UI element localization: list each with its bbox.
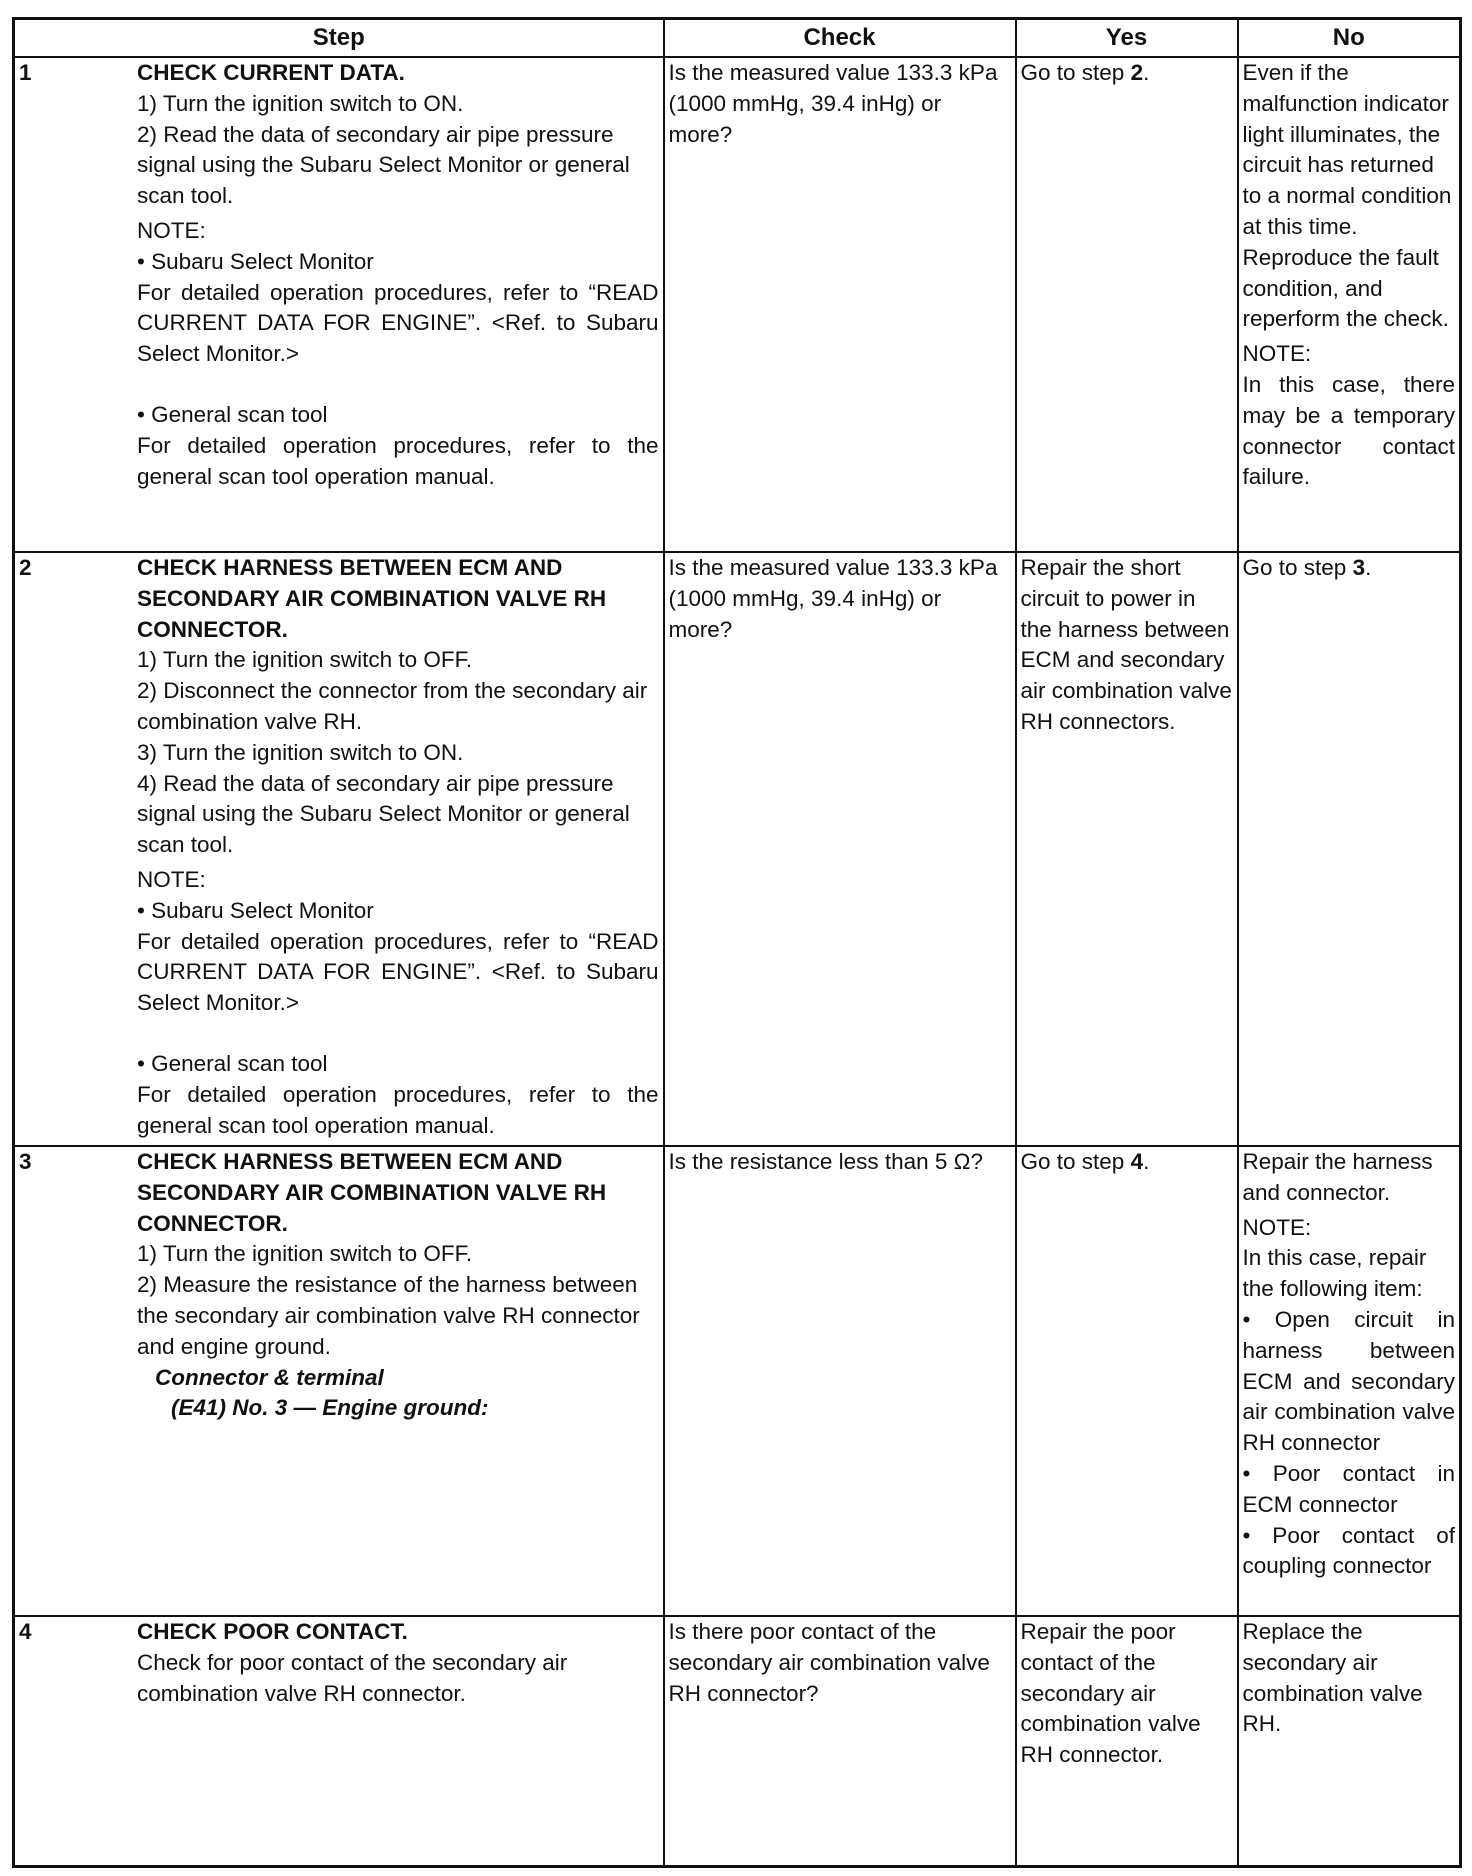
step-number: 4 bbox=[19, 1619, 32, 1644]
yes-suffix: . bbox=[1143, 1149, 1150, 1174]
diagnostic-table bbox=[12, 17, 1462, 1868]
yes-text bbox=[1021, 58, 1233, 89]
note-label: NOTE: bbox=[137, 866, 206, 892]
table-row bbox=[14, 1616, 1461, 1866]
table-row bbox=[14, 1146, 1461, 1616]
yes-cell bbox=[1016, 57, 1238, 552]
no-suffix: . bbox=[1365, 555, 1372, 580]
yes-prefix: Go to step bbox=[1020, 1149, 1131, 1174]
note-text: For detailed operation procedures, refer to the general scan tool operation manual. bbox=[137, 1081, 659, 1138]
header-yes: Yes bbox=[1016, 19, 1238, 58]
connector-label: Connector & terminal bbox=[155, 1364, 384, 1390]
header-no: No bbox=[1238, 19, 1461, 58]
step-number: 1 bbox=[19, 60, 32, 85]
step-link[interactable]: 2 bbox=[1130, 60, 1144, 85]
note-text: For detailed operation procedures, refer to “READ CURRENT DATA FOR ENGINE”. <Ref. to Subaru Select Monitor.> bbox=[137, 928, 659, 1016]
no-item: • Poor contact in ECM connector bbox=[1242, 1460, 1455, 1517]
note-item: • General scan tool bbox=[137, 401, 328, 427]
no-note-label: NOTE: bbox=[1242, 341, 1312, 367]
step-title: CHECK POOR CONTACT. bbox=[137, 1619, 408, 1644]
yes-cell bbox=[1016, 1146, 1238, 1616]
check-cell bbox=[664, 1616, 1016, 1866]
yes-suffix: . bbox=[1143, 60, 1150, 85]
no-cell bbox=[1238, 1146, 1461, 1616]
step-number: 2 bbox=[19, 555, 32, 580]
check-cell bbox=[664, 552, 1016, 1146]
note-text: For detailed operation procedures, refer to “READ CURRENT DATA FOR ENGINE”. <Ref. to Subaru Select Monitor.> bbox=[137, 279, 659, 367]
check-cell bbox=[664, 1146, 1016, 1616]
no-cell bbox=[1238, 57, 1461, 552]
no-item: • Poor contact of coupling connector bbox=[1242, 1522, 1455, 1579]
header-check: Check bbox=[664, 19, 1016, 58]
yes-text bbox=[1021, 1147, 1233, 1178]
check-text: Is the measured value 133.3 kPa (1000 mmHg, 39.4 inHg) or more? bbox=[668, 555, 998, 642]
no-text: Even if the malfunction indicator light illuminates, the circuit has returned to a normal condition at this time. Reproduce the fault condition, and reperform the check. bbox=[1242, 60, 1452, 332]
note-item: • Subaru Select Monitor bbox=[137, 897, 374, 923]
step-number: 3 bbox=[19, 1149, 32, 1174]
step-cell bbox=[14, 552, 664, 1146]
step-link[interactable]: 4 bbox=[1130, 1149, 1144, 1174]
no-note-label: NOTE: bbox=[1242, 1214, 1312, 1240]
table-row bbox=[14, 57, 1461, 552]
step-line: 1) Turn the ignition switch to OFF. bbox=[137, 647, 473, 673]
yes-prefix: Go to step bbox=[1020, 60, 1131, 85]
no-note: In this case, there may be a temporary connector contact failure. bbox=[1242, 371, 1455, 490]
no-text: Repair the harness and connector. bbox=[1242, 1149, 1433, 1205]
check-text: Is the resistance less than 5 Ω? bbox=[668, 1149, 983, 1174]
step-line: 2) Read the data of secondary air pipe pressure signal using the Subaru Select Monitor or general scan tool. bbox=[137, 121, 630, 209]
no-item: • Open circuit in harness between ECM and secondary air combination valve RH connector bbox=[1242, 1306, 1455, 1456]
header-row bbox=[14, 19, 1461, 58]
step-cell bbox=[14, 57, 664, 552]
step-line: 1) Turn the ignition switch to OFF. bbox=[137, 1241, 473, 1267]
no-prefix: Go to step bbox=[1242, 555, 1353, 580]
yes-cell bbox=[1016, 1616, 1238, 1866]
yes-text: Repair the poor contact of the secondary air combination valve RH connector. bbox=[1020, 1619, 1201, 1768]
step-line: Check for poor contact of the secondary air combination valve RH connector. bbox=[137, 1649, 568, 1706]
check-text: Is there poor contact of the secondary air combination valve RH connector? bbox=[668, 1619, 990, 1706]
header-step: Step bbox=[14, 19, 664, 58]
note-item: • General scan tool bbox=[137, 1050, 328, 1076]
no-text bbox=[1243, 553, 1456, 584]
check-cell bbox=[664, 57, 1016, 552]
yes-cell bbox=[1016, 552, 1238, 1146]
connector-value: (E41) No. 3 — Engine ground: bbox=[171, 1395, 489, 1421]
step-line: 1) Turn the ignition switch to ON. bbox=[137, 90, 464, 116]
diagnostic-procedure-sheet bbox=[12, 17, 1459, 1868]
no-note: In this case, repair the following item: bbox=[1242, 1245, 1427, 1302]
table-row bbox=[14, 552, 1461, 1146]
step-cell bbox=[14, 1616, 664, 1866]
step-title: CHECK CURRENT DATA. bbox=[137, 60, 405, 85]
no-text: Replace the secondary air combination valve RH. bbox=[1242, 1619, 1423, 1737]
step-line: 4) Read the data of secondary air pipe pressure signal using the Subaru Select Monitor or general scan tool. bbox=[137, 770, 630, 858]
no-cell bbox=[1238, 1616, 1461, 1866]
step-link[interactable]: 3 bbox=[1352, 555, 1366, 580]
note-item: • Subaru Select Monitor bbox=[137, 248, 374, 274]
no-cell bbox=[1238, 552, 1461, 1146]
note-text: For detailed operation procedures, refer to the general scan tool operation manual. bbox=[137, 432, 659, 489]
check-text: Is the measured value 133.3 kPa (1000 mmHg, 39.4 inHg) or more? bbox=[668, 60, 998, 147]
step-cell bbox=[14, 1146, 664, 1616]
step-line: 2) Measure the resistance of the harness between the secondary air combination valve RH connector and engine ground. bbox=[137, 1272, 640, 1359]
note-label: NOTE: bbox=[137, 217, 206, 243]
step-title: CHECK HARNESS BETWEEN ECM AND SECONDARY AIR COMBINATION VALVE RH CONNECTOR. bbox=[137, 555, 607, 642]
step-line: 3) Turn the ignition switch to ON. bbox=[137, 739, 464, 765]
step-line: 2) Disconnect the connector from the secondary air combination valve RH. bbox=[137, 678, 648, 734]
step-title: CHECK HARNESS BETWEEN ECM AND SECONDARY AIR COMBINATION VALVE RH CONNECTOR. bbox=[137, 1149, 607, 1236]
yes-text: Repair the short circuit to power in the harness between ECM and secondary air combination valve RH connectors. bbox=[1020, 555, 1232, 734]
